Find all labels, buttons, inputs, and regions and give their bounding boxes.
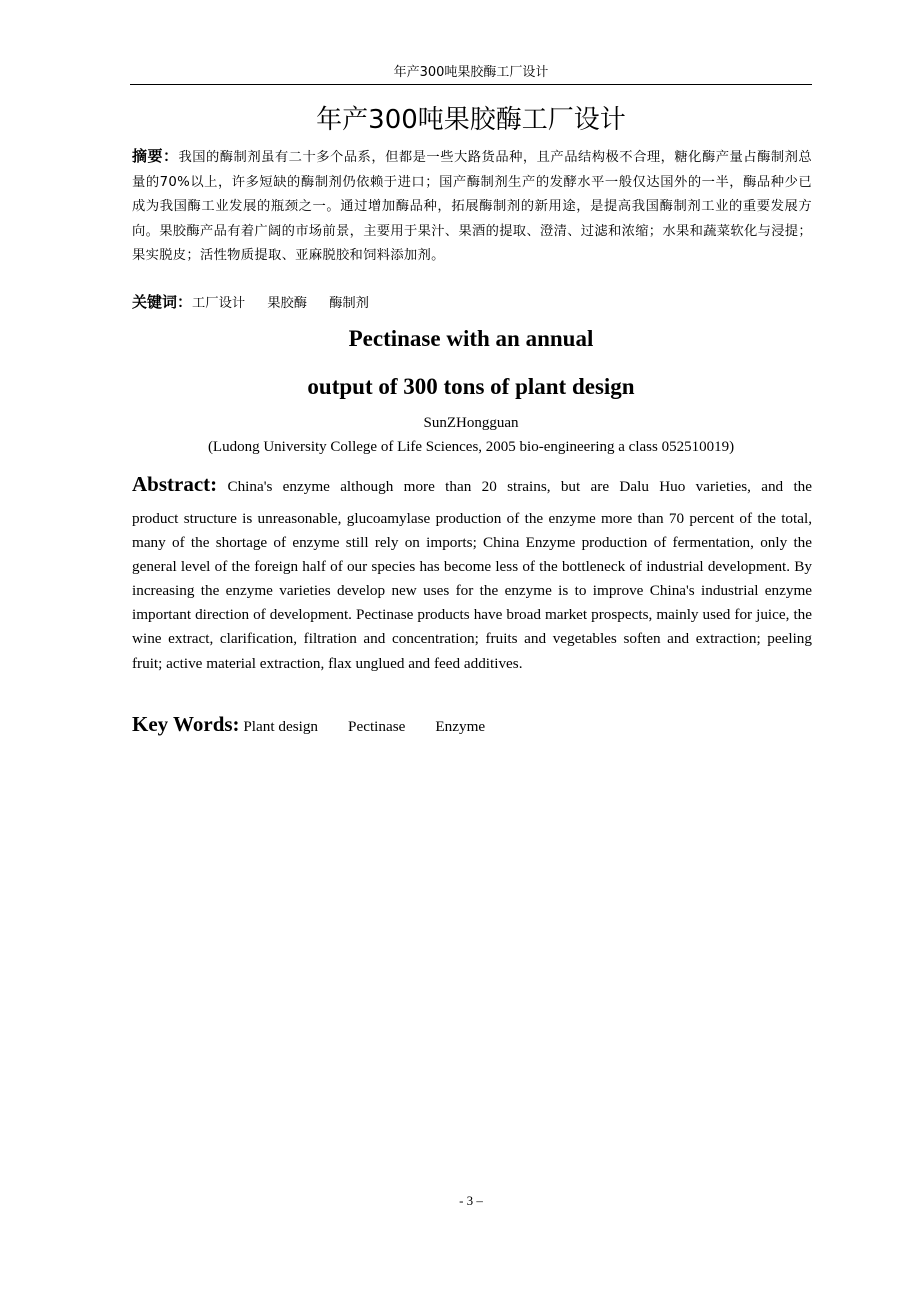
- english-keyword: Pectinase: [348, 718, 406, 735]
- english-keyword: Enzyme: [435, 718, 486, 735]
- english-abstract-text-start: China's enzyme although more than 20 strains, but are Dalu Huo varieties, and the: [217, 478, 812, 495]
- english-keyword: Plant design: [243, 718, 319, 735]
- author-name: SunZHongguan: [423, 415, 519, 431]
- english-abstract-label: Abstract:: [132, 472, 218, 496]
- chinese-keyword: 工厂设计: [192, 296, 246, 311]
- chinese-abstract: [132, 144, 812, 269]
- chinese-title: 年产300吨果胶酶工厂设计: [316, 105, 626, 135]
- english-title-line-1: Pectinase with an annual: [348, 326, 594, 351]
- english-keywords: [132, 710, 812, 741]
- chinese-keyword: 酶制剂: [329, 296, 369, 311]
- header-rule: [130, 84, 812, 85]
- chinese-keywords: [132, 290, 812, 316]
- chinese-abstract-text: 我国的酶制剂虽有二十多个品系，但都是一些大路货品种，且产品结构极不合理，糖化酶产量占酶制剂总量的70%以上，许多短缺的酶制剂仍依赖于进口；国产酶制剂生产的发酵水平一般仅达国外的一半，酶品种少已成为我国酶工业发展的瓶颈之一。通过增加酶品种，拓展酶制剂的新用途，是提高我国酶制剂工业的重要发展方向。果胶酶产品有着广阔的市场前景，主要用于果汁、果酒的提取、澄清、过滤和浓缩；水果和蔬菜软化与浸提；果实脱皮；活性物质提取、亚麻脱胶和饲料添加剂。: [132, 150, 812, 263]
- running-header: 年产300吨果胶酶工厂设计: [393, 65, 549, 80]
- page-number: - 3 –: [459, 1193, 483, 1208]
- chinese-abstract-label: 摘要：: [132, 147, 179, 165]
- chinese-keywords-label: 关键词：: [132, 293, 193, 311]
- english-title-line-2: output of 300 tons of plant design: [307, 374, 635, 399]
- english-abstract-first-line: [132, 470, 812, 501]
- english-keywords-label: Key Words:: [132, 712, 240, 736]
- author-affiliation: (Ludong University College of Life Sciences, 2005 bio-engineering a class 052510019): [207, 439, 735, 455]
- chinese-keyword: 果胶酶: [267, 296, 308, 311]
- english-abstract-body: product structure is unreasonable, glucoamylase production of the enzyme more than 70 percent of the total, many of the shortage of enzyme still rely on imports; China Enzyme production of fermentation, only the general level of the foreign half of our species has become less of the bottleneck of industrial development. By increasing the enzyme varieties develop new uses for the enzyme is to improve China's industrial enzyme important direction of development. Pectinase products have broad market prospects, mainly used for juice, the wine extract, clarification, filtration and concentration; fruits and vegetables soften and extraction; peeling fruit; active material extraction, flax unglued and feed additives.: [132, 510, 812, 672]
